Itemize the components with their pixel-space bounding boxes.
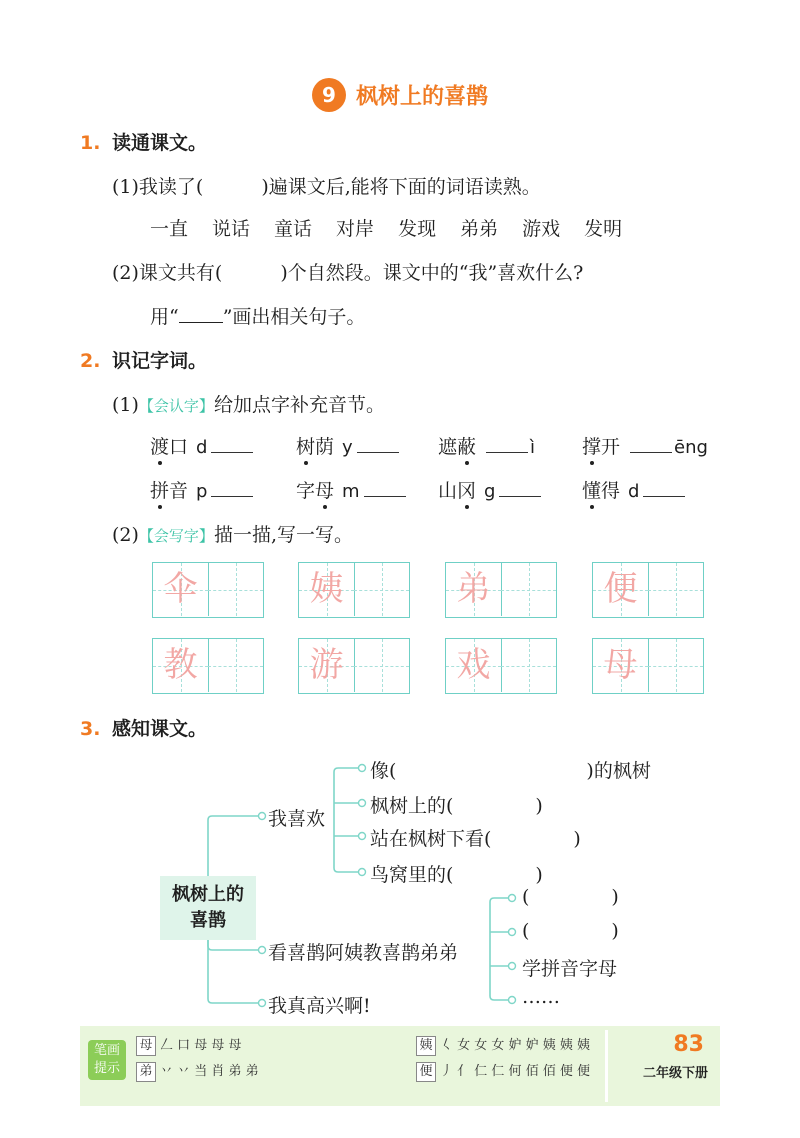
section-1-label: 读通课文。	[112, 132, 208, 154]
pinyin-hint: d	[628, 481, 640, 502]
tag-write: 【会写字】	[138, 527, 214, 545]
grade-label: 二年级下册	[642, 1066, 708, 1081]
stroke-order-row	[416, 1034, 590, 1056]
q1-2-suffix: )个自然段。课文中的“我”喜欢什么?	[280, 262, 584, 284]
q2-1-prefix: (1)	[112, 394, 139, 416]
pinyin-hint: p	[196, 481, 208, 502]
q2-2-suffix: 描一描,写一写。	[213, 524, 353, 546]
stroke-order-row	[136, 1034, 242, 1056]
lesson-title-text: 枫树上的喜鹊	[355, 84, 488, 110]
item-prefix: 像(	[370, 760, 397, 782]
q1-2b-suffix: ”画出相关句子。	[222, 306, 366, 328]
word-item: 童话	[274, 218, 313, 240]
item-prefix: 站在枫树下看(	[370, 828, 492, 850]
branch-item: 学拼音字母	[522, 958, 618, 980]
trace-char: 母	[603, 645, 638, 685]
section-2-number: 2.	[80, 350, 101, 372]
branch-item[interactable]	[522, 886, 619, 908]
word-item: 对岸	[336, 218, 375, 240]
q1-2b-prefix: 用“	[150, 306, 179, 328]
stroke-sequence: 丿 亻 仁 仁 何 佰 佰 便 便	[440, 1064, 591, 1079]
char: 音	[169, 480, 189, 502]
q1-1-suffix: )遍课文后,能将下面的词语读熟。	[261, 176, 541, 198]
root-line-2: 喜鹊	[190, 910, 226, 931]
pinyin-hint: ì	[530, 437, 536, 458]
branch-happy: 我真高兴啊!	[268, 995, 371, 1017]
branch-watch-teach: 看喜鹊阿姨教喜鹊弟弟	[268, 942, 459, 964]
pinyin-hint: ēng	[674, 437, 708, 458]
stroke-char: 弟	[136, 1062, 156, 1082]
dotted-char: 撑	[582, 436, 602, 458]
trace-char: 便	[603, 569, 638, 609]
branch-i-like: 我喜欢	[268, 808, 326, 830]
mind-map-root	[160, 876, 256, 940]
char: 遮	[438, 436, 458, 458]
pinyin-hint: g	[484, 481, 496, 502]
item-suffix: )	[535, 795, 543, 817]
stroke-char: 母	[136, 1036, 156, 1056]
stroke-hint-footer	[80, 1026, 720, 1106]
branch-item[interactable]	[370, 791, 543, 818]
char: 口	[169, 436, 189, 458]
stroke-order-row	[136, 1060, 259, 1082]
item-prefix: (	[522, 920, 530, 942]
trace-char: 教	[163, 645, 198, 685]
root-line-1: 枫树上的	[172, 884, 244, 905]
badge-line-1: 笔画	[93, 1043, 120, 1058]
branch-item[interactable]	[370, 756, 651, 783]
stroke-char: 姨	[416, 1036, 436, 1056]
dotted-char: 树	[296, 436, 316, 458]
lesson-number-badge: 9	[312, 78, 346, 112]
q2-2-prefix: (2)	[112, 524, 139, 546]
item-suffix: )的枫树	[586, 760, 651, 782]
trace-char: 游	[309, 645, 344, 685]
stroke-order-row	[416, 1060, 590, 1082]
item-suffix: )	[611, 886, 619, 908]
stroke-sequence: 𡿨 女 女 女 妒 妒 姨 姨 姨	[440, 1038, 591, 1053]
footer-divider	[605, 1030, 608, 1102]
char: 山	[438, 480, 458, 502]
word-item: 发明	[584, 218, 623, 240]
item-prefix: 鸟窝里的(	[370, 864, 454, 886]
dotted-char: 蔽	[457, 436, 477, 458]
dotted-char: 冈	[457, 480, 477, 502]
trace-char: 姨	[309, 569, 344, 609]
item-prefix: 枫树上的(	[370, 795, 454, 817]
trace-char: 弟	[456, 569, 491, 609]
tag-recognize: 【会认字】	[138, 397, 214, 415]
trace-char: 伞	[163, 569, 198, 609]
branch-item: ……	[522, 986, 560, 1008]
trace-char: 戏	[456, 645, 491, 685]
word-item: 游戏	[522, 218, 561, 240]
pinyin-hint: m	[342, 481, 360, 502]
stroke-char: 便	[416, 1062, 436, 1082]
item-suffix: )	[573, 828, 581, 850]
badge-line-2: 提示	[93, 1061, 120, 1076]
branch-item[interactable]	[522, 920, 619, 942]
dotted-char: 拼	[150, 480, 170, 502]
branch-item[interactable]	[370, 824, 581, 851]
section-3-label: 感知课文。	[112, 718, 208, 740]
word-item: 发现	[398, 218, 437, 240]
q1-2-prefix: (2)课文共有(	[112, 262, 223, 284]
section-1-number: 1.	[80, 132, 101, 154]
word-item: 弟弟	[460, 218, 499, 240]
stroke-hint-badge	[88, 1040, 126, 1080]
pinyin-hint: y	[342, 437, 353, 458]
q1-1-prefix: (1)我读了(	[112, 176, 204, 198]
item-prefix: (	[522, 886, 530, 908]
char: 荫	[315, 436, 335, 458]
q2-1-suffix: 给加点字补充音节。	[213, 394, 385, 416]
char: 字	[296, 480, 316, 502]
item-suffix: )	[535, 864, 543, 886]
dotted-char: 懂	[582, 480, 602, 502]
page-number: 83	[673, 1032, 704, 1057]
stroke-sequence: 𠃋 口 母 母 母	[160, 1038, 242, 1053]
section-3-number: 3.	[80, 718, 101, 740]
char: 得	[601, 480, 621, 502]
item-suffix: )	[611, 920, 619, 942]
word-item: 说话	[212, 218, 251, 240]
word-item: 一直	[150, 218, 189, 240]
dotted-char: 渡	[150, 436, 170, 458]
char: 开	[601, 436, 621, 458]
dotted-char: 母	[315, 480, 335, 502]
branch-item[interactable]	[370, 860, 543, 887]
pinyin-hint: d	[196, 437, 208, 458]
section-2-label: 识记字词。	[112, 350, 208, 372]
stroke-sequence: 丷 丷 当 肖 弟 弟	[160, 1064, 259, 1079]
